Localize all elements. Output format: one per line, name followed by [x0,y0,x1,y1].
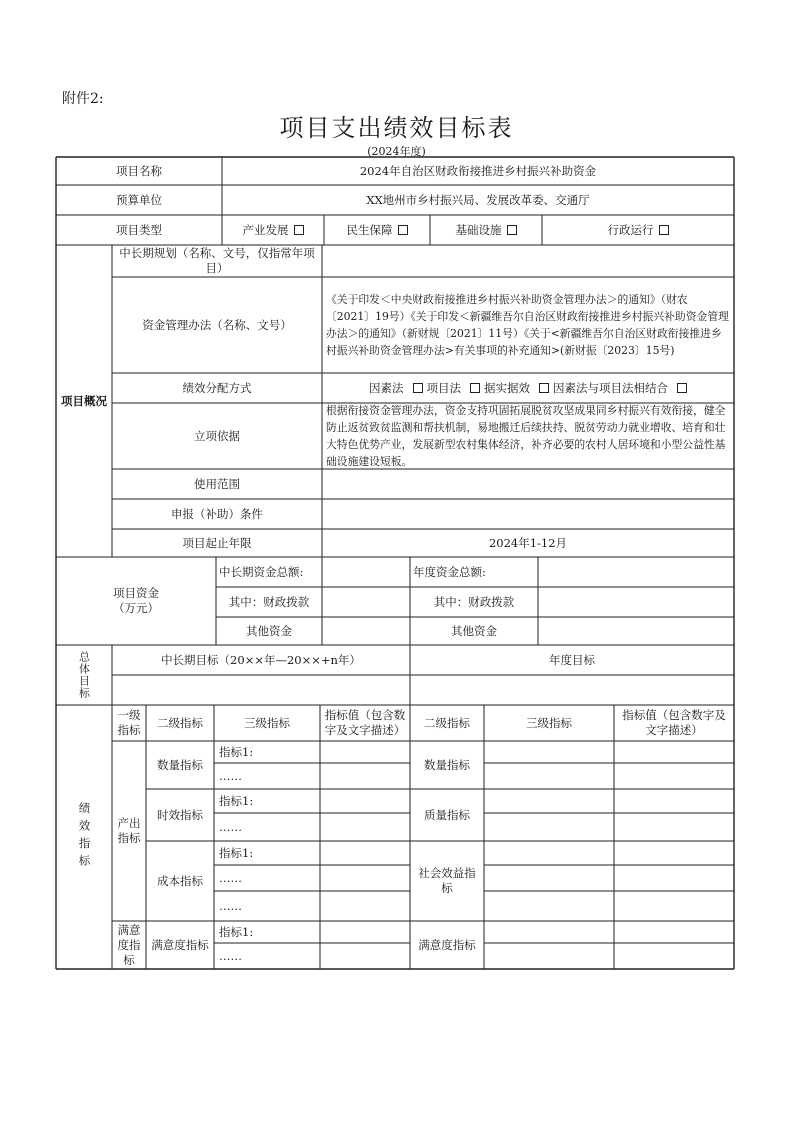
indicator-ellipsis: …… [219,870,242,885]
satisfaction-indicator-label: 满意度指标 [117,922,141,967]
funds-label-title: 项目资金 [113,586,159,600]
long-term-plan-label: 中长期规划（名称、文号，仅指常年项目） [119,246,315,275]
level3-right-header: 三级指标 [526,715,572,730]
funds-label [56,557,216,645]
satisfaction-left: 满意度指标 [151,937,209,952]
type-option-label: 民生保障 [346,222,393,237]
basis-label: 立项依据 [194,428,240,443]
output-indicator-label: 产出指标 [117,816,141,845]
finance-right-label: 其中：财政拨款 [433,594,515,609]
basis-value: 根据衔接资金管理办法，资金支持巩固拓展脱贫攻坚成果同乡村振兴有效衔接，健全防止返贫致贫监测和帮扶机制，易地搬迁后续扶持、脱贫劳动力就业增收、培育和壮大特色优势产业，发展新型农村集体经济，补齐必要的农村人居环境和小型公益性基础设施建设短板。 [326,404,726,468]
annual-goal-header: 年度目标 [549,652,595,667]
quantity-left: 数量指标 [157,757,203,772]
type-option-infrastructure[interactable] [430,215,542,245]
checkbox-icon[interactable] [507,225,517,235]
timeliness-left: 时效指标 [157,807,203,822]
type-option-livelihood[interactable] [324,215,430,245]
indicators-section-label: 绩效指标 [77,802,92,872]
type-option-admin[interactable] [542,215,734,245]
type-option-label: 基础设施 [455,222,502,237]
quantity-right: 数量指标 [424,757,470,772]
checkbox-icon[interactable] [398,225,408,235]
indicator-ellipsis: …… [219,819,242,834]
checkbox-icon[interactable] [413,383,423,393]
page-title: 项目支出绩效目标表 [279,114,514,142]
conditions-label: 申报（补助）条件 [171,506,263,521]
level1-header: 一级指标 [117,708,141,737]
type-option-industry[interactable] [222,215,324,245]
project-name-label: 项目名称 [116,163,162,178]
indicator-item: 指标1: [219,845,254,860]
budget-unit-label: 预算单位 [116,192,162,207]
level3-left-header: 三级指标 [244,715,290,730]
period-label: 项目起止年限 [182,535,252,550]
long-term-total-value [322,557,410,587]
checkbox-icon[interactable] [294,225,304,235]
project-type-label: 项目类型 [116,222,162,237]
checkbox-icon[interactable] [470,383,480,393]
funds-label-unit: （万元） [113,601,159,615]
checkbox-icon[interactable] [677,383,687,393]
checkbox-icon[interactable] [539,383,549,393]
allocation-option-label: 因素法与项目法相结合 [553,380,668,395]
allocation-options[interactable] [322,373,734,403]
budget-unit-value: XX地州市乡村振兴局、发展改革委、交通厅 [366,192,590,207]
scope-value [322,469,734,499]
period-value: 2024年1-12月 [488,535,568,550]
conditions-value [322,499,734,529]
other-right-label: 其他资金 [451,623,497,638]
long-term-goal-header: 中长期目标（20××年—20××+n年） [161,652,361,667]
level2-right-header: 二级指标 [424,715,470,730]
allocation-option-label: 项目法 [426,380,461,395]
satisfaction-right: 满意度指标 [418,937,476,952]
other-left-label: 其他资金 [246,623,292,638]
indicator-item: 指标1: [219,744,254,759]
allocation-option-label: 因素法 [369,380,404,395]
value-left-header: 指标值（包含数字及文字描述） [324,708,406,737]
indicator-item: 指标1: [219,924,254,939]
value-right-header: 指标值（包含数字及文字描述） [622,708,726,737]
fund-management-label: 资金管理办法（名称、文号） [142,317,292,332]
long-term-plan-value [322,245,734,277]
level2-left-header: 二级指标 [157,715,203,730]
finance-left-label: 其中：财政拨款 [228,594,310,609]
quality-right: 质量指标 [424,807,470,822]
annual-total-label: 年度资金总额: [413,564,486,579]
indicator-ellipsis: …… [219,898,242,913]
allocation-label: 绩效分配方式 [182,380,252,395]
project-name-value: 2024年自治区财政衔接推进乡村振兴补助资金 [359,163,597,178]
fund-management-value: 《关于印发＜中央财政衔接推进乡村振兴补助资金管理办法＞的通知》（财农〔2021〕19号）《关于印发＜新疆维吾尔自治区财政衔接推进乡村振兴补助资金管理办法＞的通知》（新财规〔2021〕11号）《关于<新疆维吾尔自治区财政衔接推进乡村振兴补助资金管理办法>有关事项的补充通知>(新财振〔2023〕15号) [326,293,729,357]
indicator-ellipsis: …… [219,768,242,783]
allocation-option-label: 据实据效 [484,380,530,395]
page-subtitle: (2024年度) [367,145,426,158]
attachment-label: 附件2: [62,91,104,107]
annual-total-value [538,557,734,587]
type-option-label: 产业发展 [242,222,289,237]
checkbox-icon[interactable] [659,225,669,235]
overview-section-label: 项目概况 [61,393,107,408]
scope-label: 使用范围 [194,476,240,491]
overall-goal-label: 总体目标 [77,651,91,699]
long-term-total-label: 中长期资金总额: [219,564,304,579]
cost-left: 成本指标 [157,873,203,888]
indicator-item: 指标1: [219,793,254,808]
type-option-label: 行政运行 [607,222,654,237]
indicator-ellipsis: …… [219,948,242,963]
social-benefit-right: 社会效益指标 [418,866,476,895]
